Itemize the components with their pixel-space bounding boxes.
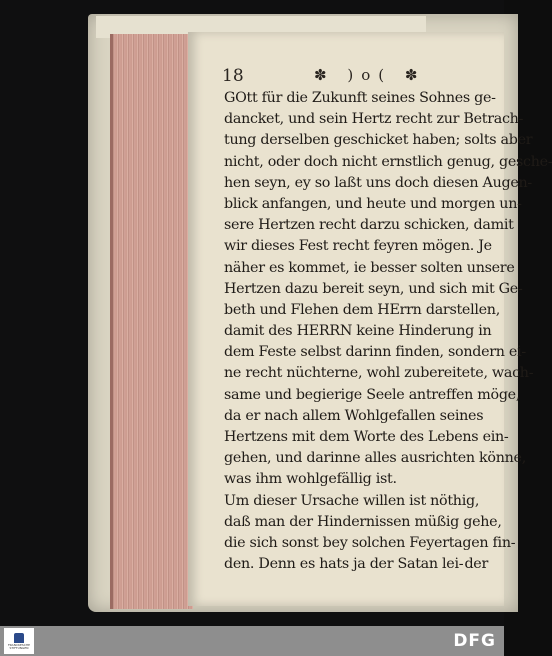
text-line: blick anfangen, und heute und morgen un-: [224, 195, 522, 212]
text-line: daß man der Hindernissen müßig gehe,: [224, 513, 502, 530]
page-number: 18: [222, 66, 244, 86]
text-line: ne recht nüchterne, wohl zubereitete, wach-: [224, 365, 534, 382]
logo-mark-icon: [14, 633, 24, 643]
ornament-icon: ✽ )o( ✽: [314, 66, 426, 84]
catchword: der: [464, 556, 488, 573]
text-line: hen seyn, ey so laßt uns doch diesen Augen-: [224, 174, 532, 191]
text-line: same und begierige Seele antreffen möge,: [224, 386, 521, 403]
text-line: näher es kommet, ie besser solten unsere: [224, 259, 515, 276]
text-line: was ihm wohlgefällig ist.: [224, 471, 397, 488]
text-line: nicht, oder doch nicht ernstlich genug, gesche-: [224, 153, 552, 170]
text-line: Hertzens mit dem Worte des Lebens ein-: [224, 429, 509, 445]
text-line: dancket, und sein Hertz recht zur Betrach-: [224, 111, 524, 128]
text-line: die sich sonst bey solchen Feyertagen fin-: [224, 534, 516, 551]
text-line: da er nach allem Wohlgefallen seines: [224, 407, 484, 424]
text-line: Um dieser Ursache willen ist nöthig,: [224, 492, 480, 509]
text-line: wir dieses Fest recht feyren mögen. Je: [224, 238, 492, 255]
text-line: den. Denn es hats ja der Satan lei-: [224, 556, 464, 573]
text-line: gehen, und darinne alles ausrichten könne,: [224, 450, 526, 467]
page-header: [222, 66, 502, 90]
text-line: Hertzen dazu bereit seyn, und sich mit Ge-: [224, 280, 523, 297]
text-line: GOtt für die Zukunft seines Sohnes ge-: [224, 90, 496, 106]
logo-text: FRANCKESCHE STIFTUNGEN: [7, 642, 31, 650]
dfg-logo[interactable]: DFG: [453, 631, 496, 651]
viewer-footer: [0, 626, 504, 656]
text-line: beth und Flehen dem HErrn darstellen,: [224, 301, 500, 318]
text-line: damit des HERRN keine Hinderung in: [224, 323, 492, 340]
text-line: dem Feste selbst darinn finden, sondern ei-: [224, 344, 526, 361]
text-line: sere Hertzen recht darzu schicken, damit: [224, 217, 514, 234]
text-line: tung derselben geschicket haben; solts aber: [224, 132, 533, 149]
page-edges: [110, 34, 193, 609]
page-text: [224, 88, 552, 576]
institution-logo[interactable]: [4, 628, 34, 654]
